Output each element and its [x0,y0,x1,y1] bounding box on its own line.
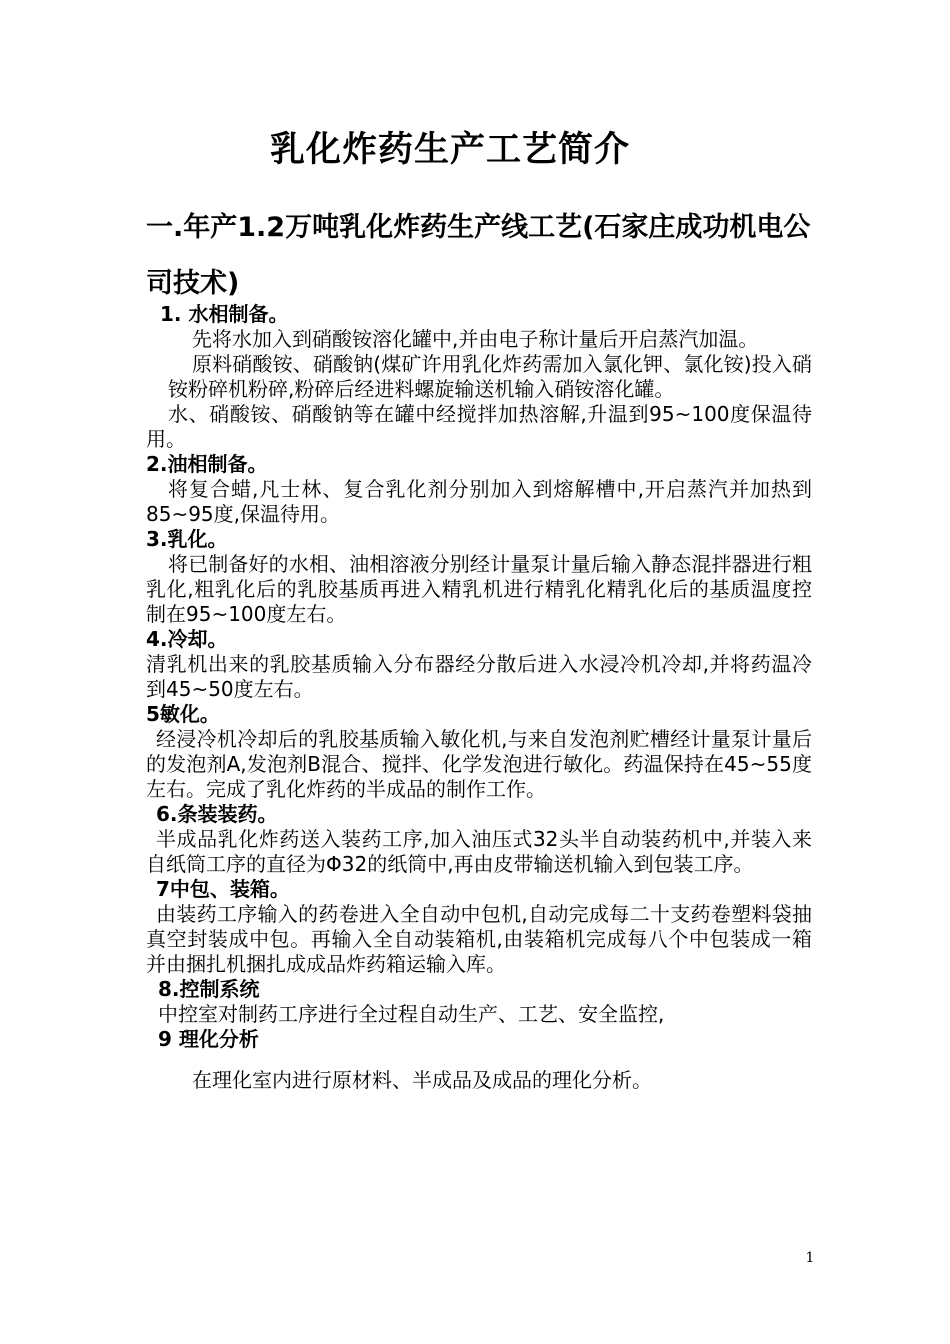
document-body [146,302,812,1093]
section-heading-oil-phase: 2.油相制备。 [146,452,268,476]
paragraph: 清乳机出来的乳胶基质输入分布器经分散后进入水浸冷机冷却,并将药温冷到45~50度左右。 [146,652,812,701]
paragraph: 水、硝酸铵、硝酸钠等在罐中经搅拌加热溶解,升温到95~100度保温待用。 [146,402,812,451]
page-number: 1 [805,1250,815,1266]
section-heading-sensitization: 5敏化。 [146,702,220,726]
paragraph: 将复合蜡,凡士林、复合乳化剂分别加入到熔解槽中,开启蒸汽并加热到85~95度,保温待用。 [146,477,812,526]
paragraph: 先将水加入到硝酸铵溶化罐中,并由电子称计量后开启蒸汽加温。 [192,327,759,351]
paragraph: 由装药工序输入的药卷进入全自动中包机,自动完成每二十支药卷塑料袋抽真空封装成中包。再输入全自动装箱机,由装箱机完成每八个中包装成一箱并由捆扎机捆扎成成品炸药箱运输入库。 [146,902,812,976]
paragraph: 在理化室内进行原材料、半成品及成品的理化分析。 [192,1068,652,1092]
section-heading-cooling: 4.冷却。 [146,627,228,651]
section-heading-packing: 7中包、装箱。 [156,877,290,901]
paragraph: 中控室对制药工序进行全过程自动生产、工艺、安全监控, [158,1002,665,1026]
section-heading-emulsification: 3.乳化。 [146,527,228,551]
section-heading-analysis: 9 理化分析 [158,1027,259,1051]
paragraph: 半成品乳化炸药送入装药工序,加入油压式32头半自动装药机中,并装入来自纸筒工序的直径为Φ32的纸筒中,再由皮带输送机输入到包装工序。 [146,827,812,876]
section-heading-charging: 6.条装装药。 [156,802,278,826]
paragraph: 经浸冷机冷却后的乳胶基质输入敏化机,与来自发泡剂贮槽经计量泵计量后的发泡剂A,发泡剂B混合、搅拌、化学发泡进行敏化。药温保持在45~55度左右。完成了乳化炸药的半成品的制作工作。 [146,727,812,801]
section-heading-control-system: 8.控制系统 [158,977,260,1001]
section-title: 一.年产1.2万吨乳化炸药生产线工艺(石家庄成功机电公司技术) [146,212,811,299]
paragraph: 将已制备好的水相、油相溶液分别经计量泵计量后输入静态混拌器进行粗乳化,粗乳化后的乳胶基质再进入精乳机进行精乳化精乳化后的基质温度控制在95~100度左右。 [146,552,812,626]
paragraph: 原料硝酸铵、硝酸钠(煤矿许用乳化炸药需加入氯化钾、氯化铵)投入硝铵粉碎机粉碎,粉碎后经进料螺旋输送机输入硝铵溶化罐。 [168,352,812,401]
document-title: 乳化炸药生产工艺简介 [269,130,630,170]
section-heading-water-phase: 1. 水相制备。 [160,302,289,326]
